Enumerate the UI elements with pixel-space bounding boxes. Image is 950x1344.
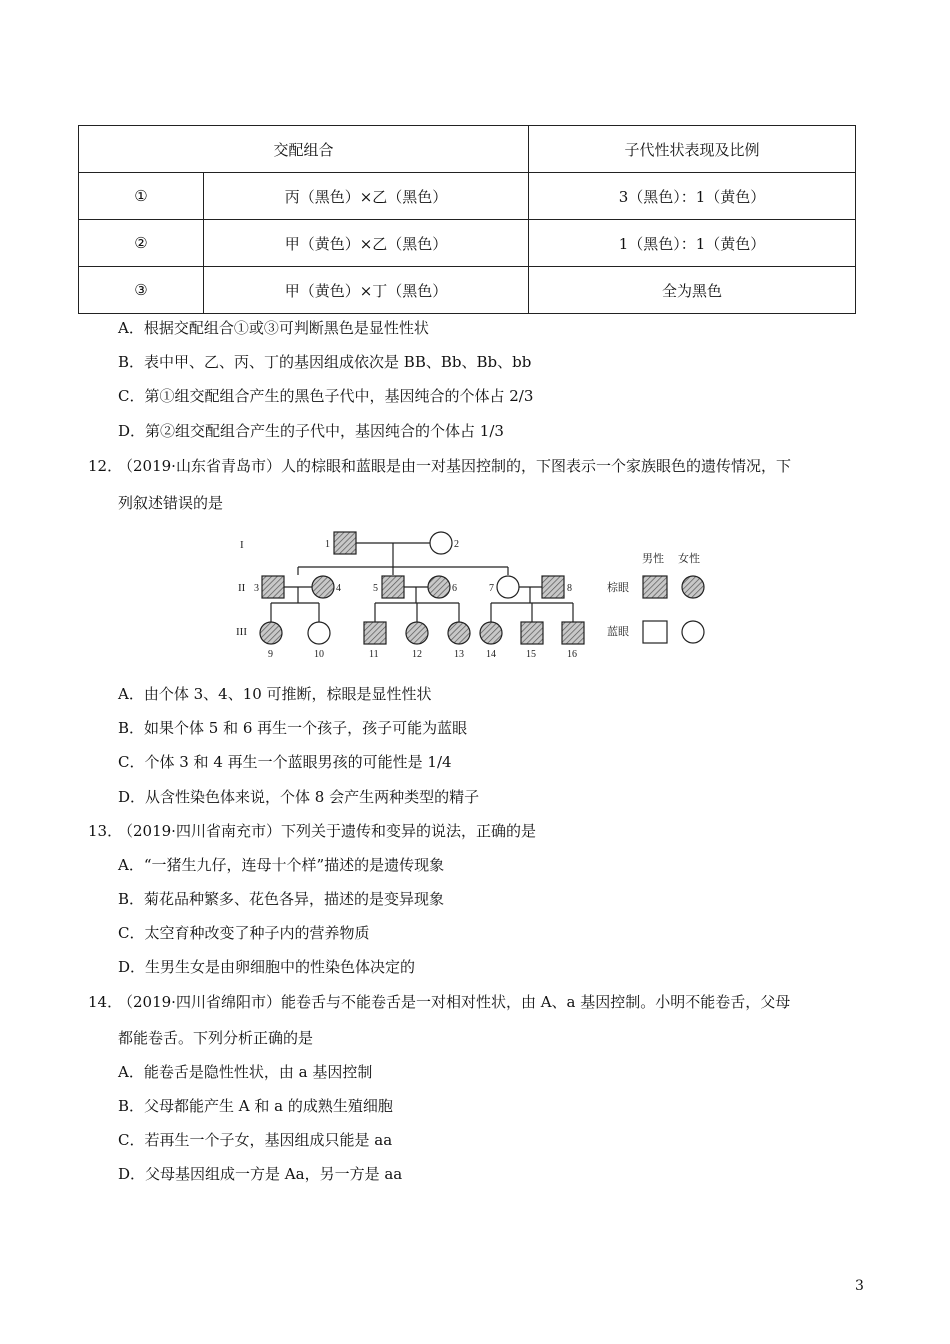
individual-6 [428,576,450,598]
legend-brown-male [643,576,667,598]
individual-label: 12 [412,649,422,660]
individual-12 [406,622,428,644]
q14-number: 14． [88,993,123,1011]
individual-label: 10 [314,649,324,660]
legend-male-label: 男性 [642,552,664,565]
q14-option-b: B．父母都能产生 A 和 a 的成熟生殖细胞 [118,1097,393,1115]
row-no: ② [79,220,204,267]
pedigree-diagram [232,525,712,660]
q11-option-c: C．第①组交配组合产生的黑色子代中，基因纯合的个体占 2/3 [118,387,534,405]
row-result: 3（黑色）：1（黄色） [529,173,856,220]
generation-label: II [238,582,246,594]
row-result: 1（黑色）：1（黄色） [529,220,856,267]
row-cross: 丙（黑色）×乙（黑色） [204,173,529,220]
legend-brown-female [682,576,704,598]
individual-label: 6 [452,583,457,594]
q11-option-b: B．表中甲、乙、丙、丁的基因组成依次是 BB、Bb、Bb、bb [118,353,532,371]
individual-label: 3 [254,583,259,594]
q13-option-a: A．“一猪生九仔，连母十个样”描述的是遗传现象 [118,856,445,874]
table-row [79,173,856,220]
legend-blue-male [643,621,667,643]
header-result: 子代性状表现及比例 [529,126,856,173]
individual-2 [430,532,452,554]
individual-label: 14 [486,649,496,660]
q14-option-c: C．若再生一个子女，基因组成只能是 aa [118,1131,393,1149]
q14-option-d: D．父母基因组成一方是 Aa，另一方是 aa [118,1165,403,1183]
q13-stem: （2019·四川省南充市）下列关于遗传和变异的说法，正确的是 [118,822,536,840]
individual-label: 8 [567,583,572,594]
q13-option-d: D．生男生女是由卵细胞中的性染色体决定的 [118,958,416,976]
individual-5 [382,576,404,598]
individual-label: 2 [454,539,459,550]
q14-stem-line2: 都能卷舌。下列分析正确的是 [118,1029,314,1047]
individual-label: 1 [325,539,330,550]
q14-stem-line1: （2019·四川省绵阳市）能卷舌与不能卷舌是一对相对性状，由 A、a 基因控制。小明不能卷舌，父母 [118,993,791,1011]
row-no: ① [79,173,204,220]
q12-option-c: C．个体 3 和 4 再生一个蓝眼男孩的可能性是 1/4 [118,753,452,771]
legend-blue-female [682,621,704,643]
individual-label: 7 [489,583,494,594]
q12-stem-line1: （2019·山东省青岛市）人的棕眼和蓝眼是由一对基因控制的，下图表示一个家族眼色的遗传情况，下 [118,457,791,475]
individual-14 [480,622,502,644]
q12-option-d: D．从含性染色体来说，个体 8 会产生两种类型的精子 [118,788,480,806]
individual-3 [262,576,284,598]
legend-brown-label: 棕眼 [607,581,629,594]
generation-label: I [240,539,244,551]
individual-16 [562,622,584,644]
row-no: ③ [79,267,204,314]
individual-label: 13 [454,649,464,660]
q13-option-c: C．太空育种改变了种子内的营养物质 [118,924,370,942]
q11-option-d: D．第②组交配组合产生的子代中，基因纯合的个体占 1/3 [118,422,504,440]
individual-label: 9 [268,649,273,660]
individual-label: 11 [369,649,379,660]
q12-stem-line2: 列叙述错误的是 [118,494,224,512]
individual-15 [521,622,543,644]
individual-4 [312,576,334,598]
q13-number: 13． [88,822,123,840]
individual-8 [542,576,564,598]
table-row [79,267,856,314]
header-cross: 交配组合 [79,126,529,173]
q12-option-b: B．如果个体 5 和 6 再生一个孩子，孩子可能为蓝眼 [118,719,468,737]
legend-blue-label: 蓝眼 [607,625,629,638]
q13-option-b: B．菊花品种繁多、花色各异，描述的是变异现象 [118,890,445,908]
row-cross: 甲（黄色）×丁（黑色） [204,267,529,314]
individual-label: 16 [567,649,577,660]
table-row [79,220,856,267]
q11-option-a: A．根据交配组合①或③可判断黑色是显性性状 [118,319,429,337]
individual-10 [308,622,330,644]
individual-1 [334,532,356,554]
individual-11 [364,622,386,644]
individual-7 [497,576,519,598]
individual-9 [260,622,282,644]
page-number: 3 [855,1278,864,1294]
q12-option-a: A．由个体 3、4、10 可推断，棕眼是显性性状 [118,685,432,703]
cross-table [78,125,856,314]
individual-label: 4 [336,583,341,594]
individual-label: 15 [526,649,536,660]
generation-label: III [236,626,247,638]
individual-label: 5 [373,583,378,594]
row-result: 全为黑色 [529,267,856,314]
q14-option-a: A．能卷舌是隐性性状，由 a 基因控制 [118,1063,373,1081]
individual-13 [448,622,470,644]
row-cross: 甲（黄色）×乙（黑色） [204,220,529,267]
q12-number: 12． [88,457,123,475]
table-header-row [79,126,856,173]
legend-female-label: 女性 [678,552,700,565]
